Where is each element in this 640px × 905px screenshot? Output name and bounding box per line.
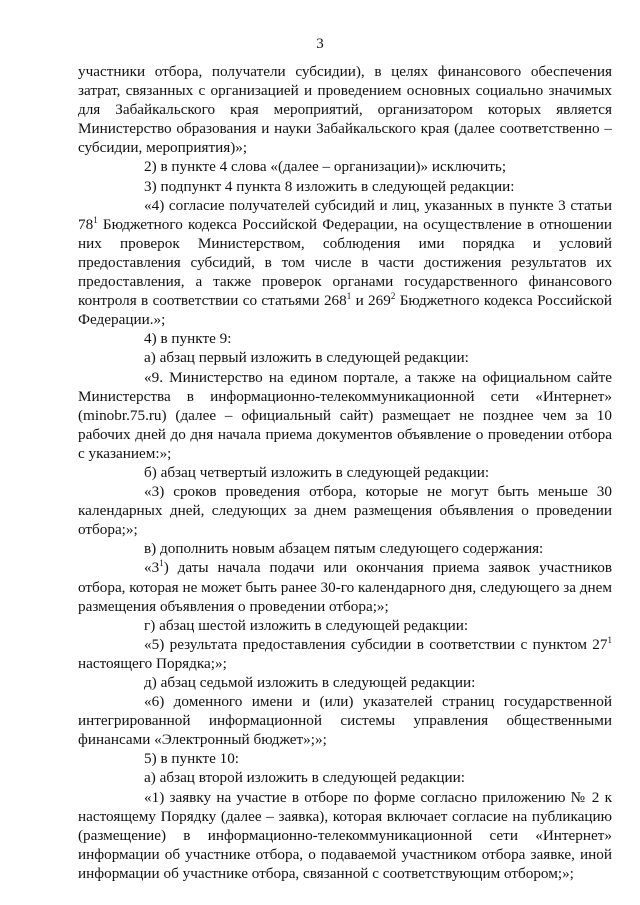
paragraph: участники отбора, получатели субсидии), в целях финансового обеспечения затрат, связанных с организацией и проведением основных социально значимых для Забайкальского края мероприятий, организатором которых является Министерство образования и науки Забайкальского края (далее соответственно – субсидии, мероприятия)»; <box>78 63 612 157</box>
superscript: 2 <box>390 291 396 302</box>
paragraph: в) дополнить новым абзацем пятым следующего содержания: <box>144 540 544 558</box>
paragraph-text: «5) результата предоставления субсидии в соответствии с пунктом 27 <box>144 635 608 653</box>
paragraph-text: Бюджетного кодекса Российской Федерации.»; <box>78 292 612 329</box>
paragraph: а) абзац второй изложить в следующей редакции: <box>144 769 466 787</box>
paragraph: д) абзац седьмой изложить в следующей редакции: <box>144 674 476 691</box>
paragraph: 2) в пункте 4 слова «(далее – организации)» исключить; <box>144 158 507 176</box>
paragraph-text: и 269 <box>351 292 391 310</box>
document-body <box>78 62 612 883</box>
superscript: 1 <box>607 634 612 645</box>
paragraph-text: Бюджетного кодекса Российской Федерации, на осуществление в отношении них проверок Министерством, соблюдения ими порядка и условий предоставления субсидий, в том числе в части достижения результатов их предоставления, а также проверок органами государственного финансового контроля в соответствии со статьями 268 <box>78 215 612 310</box>
paragraph: 3) подпункт 4 пункта 8 изложить в следующей редакции: <box>144 177 515 195</box>
page-number: 3 <box>316 36 324 52</box>
paragraph <box>78 635 612 673</box>
paragraph-text: «3 <box>144 559 160 577</box>
paragraph: 4) в пункте 9: <box>144 330 232 348</box>
paragraph-text: ) даты начала подачи или окончания приема заявок участников отбора, которая не может быть ранее 30-го календарного дня, следующего за днем размещения объявления о проведении отбора;»; <box>78 559 612 615</box>
paragraph <box>78 558 612 615</box>
paragraph: б) абзац четвертый изложить в следующей редакции: <box>144 463 490 481</box>
paragraph: а) абзац первый изложить в следующей редакции: <box>144 349 469 367</box>
superscript: 1 <box>159 558 164 569</box>
paragraph: г) абзац шестой изложить в следующей редакции: <box>144 616 469 634</box>
superscript: 1 <box>93 214 98 225</box>
paragraph: «9. Министерство на едином портале, а также на официальном сайте Министерства в информационно-телекоммуникационной сети «Интернет» (minobr.75.ru) (далее – официальный сайт) размещает не позднее чем за 10 рабочих дней до дня начала приема документов объявление о проведении отбора с указанием:»; <box>78 368 612 462</box>
paragraph-text: «4) согласие получателей субсидий и лиц, указанных в пункте 3 статьи 78 <box>78 196 612 233</box>
paragraph: «6) доменного имени и (или) указателей страниц государственной интегрированной информационной системы управления общественными финансами «Электронный бюджет»;»; <box>78 693 612 749</box>
paragraph: 5) в пункте 10: <box>144 750 240 768</box>
paragraph <box>78 196 612 330</box>
paragraph-text: настоящего Порядка;»; <box>78 654 227 672</box>
paragraph: «1) заявку на участие в отборе по форме согласно приложению № 2 к настоящему Порядку (далее – заявка), которая включает согласие на публикацию (размещение) в информационно-телекоммуникационной сети «Интернет» информации об участнике отбора, о подаваемой участником отбора заявке, иной информации об участнике отбора, связанной с соответствующим отбором;»; <box>78 788 612 882</box>
superscript: 1 <box>346 291 352 302</box>
paragraph: «3) сроков проведения отбора, которые не могут быть меньше 30 календарных дней, следующих за днем размещения объявления о проведении отбора;»; <box>78 483 612 539</box>
